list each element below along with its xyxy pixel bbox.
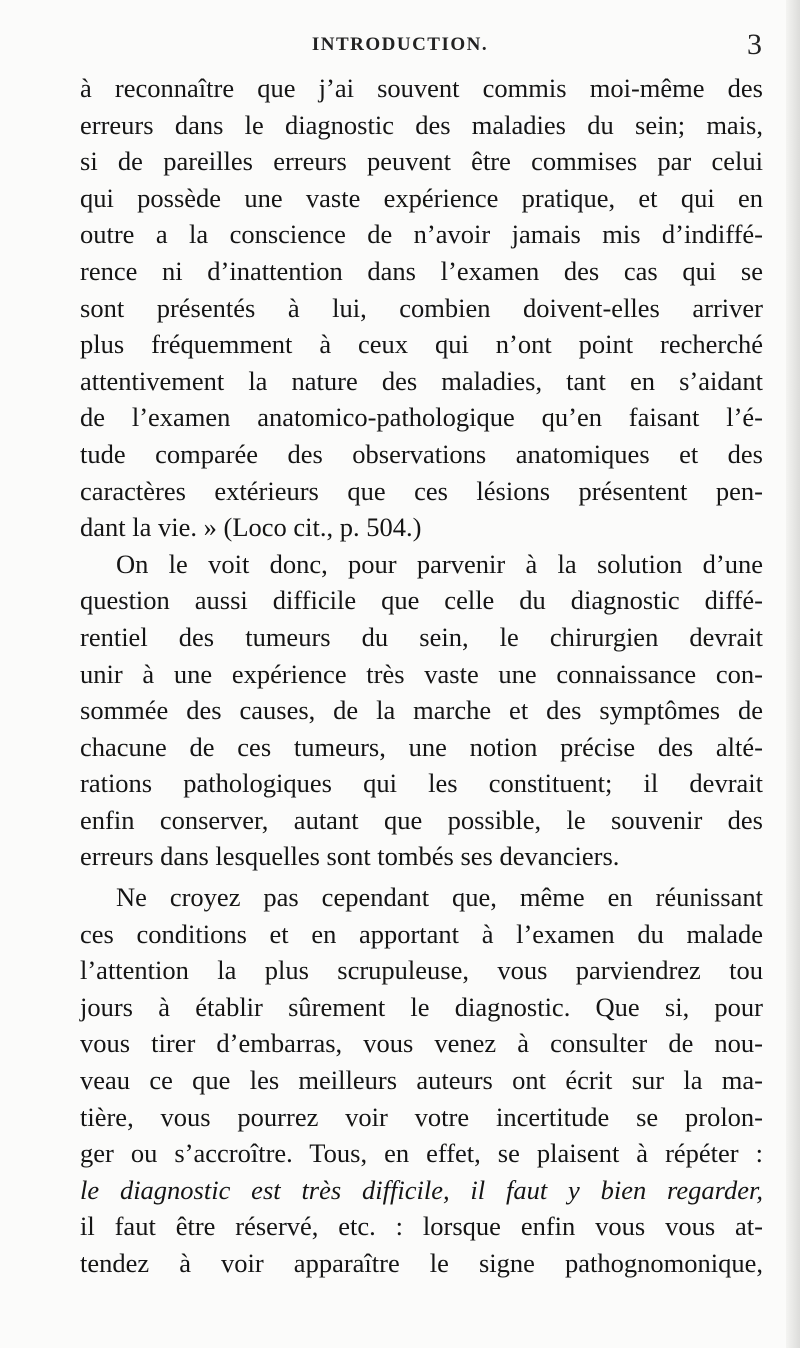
paragraph-start-line: On le voit donc, pour parvenir à la solution d’une xyxy=(116,548,763,579)
text-line: erreurs dans le diagnostic des maladies du sein; mais, xyxy=(80,109,763,140)
text-line: tude comparée des observations anatomiques et des xyxy=(80,438,763,469)
text-line: enfin conserver, autant que possible, le souvenir des xyxy=(80,804,763,835)
page-number: 3 xyxy=(747,28,762,61)
text-line: à reconnaître que j’ai souvent commis moi-même des xyxy=(80,73,763,103)
text-line: erreurs dans lesquelles sont tombés ses devanciers. xyxy=(80,841,620,872)
text-line-citation: dant la vie. » (Loco cit., p. 504.) xyxy=(80,512,422,543)
text-line: si de pareilles erreurs peuvent être commises par celui xyxy=(80,146,763,177)
text-line: outre a la conscience de n’avoir jamais mis d’indiffé- xyxy=(80,219,763,250)
text-line: chacune de ces tumeurs, une notion précise des alté- xyxy=(80,731,763,762)
body-text xyxy=(80,70,763,1282)
text-line: rations pathologiques qui les constituent; il devrait xyxy=(80,768,763,799)
text-line: rence ni d’inattention dans l’examen des cas qui se xyxy=(80,255,763,286)
paragraph-start-line: Ne croyez pas cependant que, même en réunissant xyxy=(116,882,763,913)
text-line: sommée des causes, de la marche et des symptômes de xyxy=(80,695,763,726)
text-line: attentivement la nature des maladies, tant en s’aidant xyxy=(80,365,763,396)
text-line: tière, vous pourrez voir votre incertitude se prolon- xyxy=(80,1101,763,1132)
text-line: tendez à voir apparaître le signe pathognomonique, xyxy=(80,1248,763,1278)
text-line: caractères extérieurs que ces lésions présentent pen- xyxy=(80,475,763,506)
text-line: ces conditions et en apportant à l’examen du malade xyxy=(80,918,763,949)
text-line: question aussi difficile que celle du diagnostic diffé- xyxy=(80,585,763,616)
text-line-italic: le diagnostic est très difficile, il faut y bien regarder, xyxy=(80,1174,763,1205)
text-line: vous tirer d’embarras, vous venez à consulter de nou- xyxy=(80,1028,763,1059)
text-line: rentiel des tumeurs du sein, le chirurgien devrait xyxy=(80,621,763,652)
text-line: veau ce que les meilleurs auteurs ont écrit sur la ma- xyxy=(80,1065,763,1096)
text-line: il faut être réservé, etc. : lorsque enfin vous vous at- xyxy=(80,1211,763,1242)
text-line: ger ou s’accroître. Tous, en effet, se plaisent à répéter : xyxy=(80,1138,763,1169)
page-header xyxy=(0,28,800,64)
text-line: qui possède une vaste expérience pratique, et qui en xyxy=(80,182,763,213)
text-line: plus fréquemment à ceux qui n’ont point recherché xyxy=(80,329,763,360)
page-edge-shadow xyxy=(786,0,800,1348)
text-line: l’attention la plus scrupuleuse, vous parviendrez tou xyxy=(80,955,763,986)
text-line: de l’examen anatomico-pathologique qu’en faisant l’é- xyxy=(80,402,763,433)
running-title: INTRODUCTION. xyxy=(311,34,489,55)
text-line: jours à établir sûrement le diagnostic. Que si, pour xyxy=(80,991,763,1022)
text-line: sont présentés à lui, combien doivent-elles arriver xyxy=(80,292,763,323)
text-line: unir à une expérience très vaste une connaissance con- xyxy=(80,658,763,689)
